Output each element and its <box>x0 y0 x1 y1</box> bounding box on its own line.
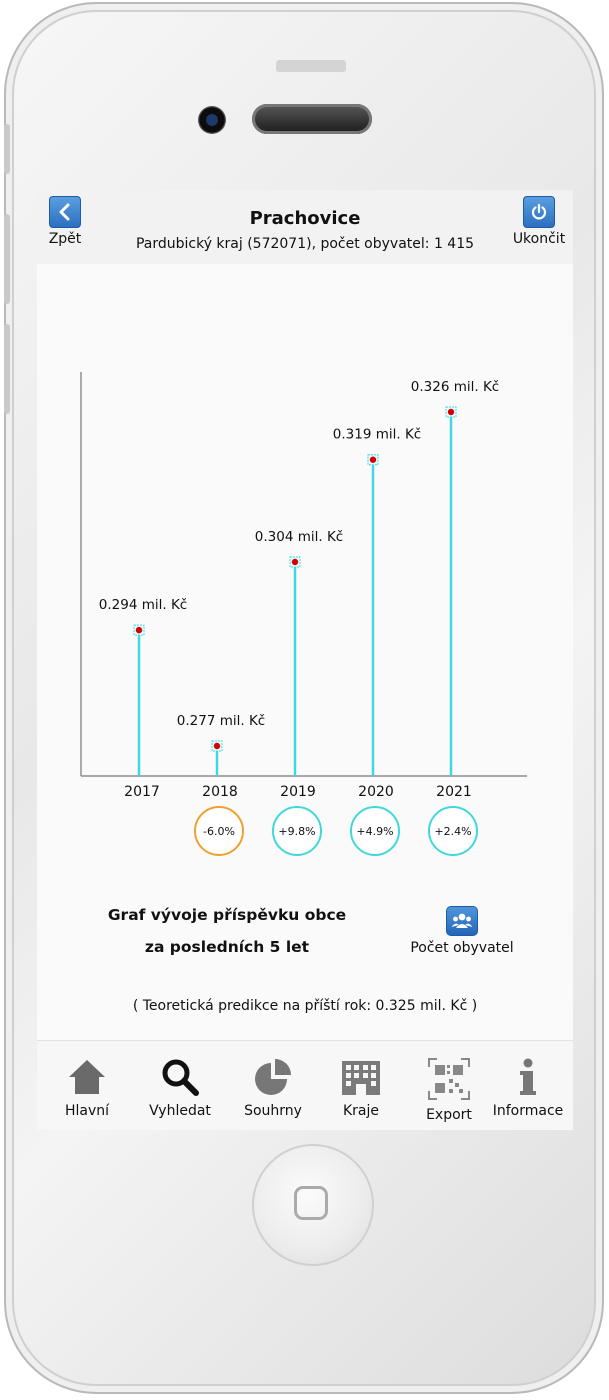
data-point[interactable] <box>370 457 376 463</box>
change-badge: +9.8% <box>272 806 322 856</box>
population-button[interactable] <box>402 906 522 956</box>
change-badge: +2.4% <box>428 806 478 856</box>
x-tick-label: 2017 <box>124 784 160 800</box>
x-tick-label: 2019 <box>280 784 316 800</box>
nav-label: Hlavní <box>64 1103 110 1119</box>
data-value-label: 0.294 mil. Kč <box>98 597 188 614</box>
info-icon <box>508 1057 548 1097</box>
volume-up-button <box>4 214 10 304</box>
nav-item-export[interactable] <box>404 1057 494 1123</box>
front-camera <box>198 106 226 134</box>
x-tick-label: 2021 <box>436 784 472 800</box>
users-icon <box>446 906 478 936</box>
data-value-label: 0.326 mil. Kč <box>410 379 500 395</box>
page-subtitle: Pardubický kraj (572071), počet obyvatel: 1 415 <box>135 236 475 252</box>
contribution-chart <box>37 264 573 804</box>
change-badge: -6.0% <box>194 806 244 856</box>
nav-item-souhrny[interactable] <box>228 1057 318 1119</box>
app-header <box>37 190 573 264</box>
mute-switch <box>4 124 10 174</box>
data-point[interactable] <box>214 743 220 749</box>
app-screen <box>37 190 573 1130</box>
volume-down-button <box>4 324 10 414</box>
home-button[interactable] <box>252 1144 374 1266</box>
earpiece <box>252 104 372 134</box>
nav-label: Informace <box>492 1103 564 1119</box>
data-point[interactable] <box>136 627 142 633</box>
home-icon <box>67 1057 107 1097</box>
exit-button[interactable] <box>509 196 569 247</box>
graph-title-line2: za posledních 5 let <box>144 938 310 956</box>
pie-chart-icon <box>253 1057 293 1097</box>
nav-item-kraje[interactable] <box>316 1057 406 1119</box>
population-button-label: Počet obyvatel <box>410 940 514 956</box>
nav-label: Vyhledat <box>149 1103 211 1119</box>
power-icon <box>523 196 555 228</box>
nav-item-vyhledat[interactable] <box>135 1057 225 1119</box>
nav-item-hlavni[interactable] <box>42 1057 132 1119</box>
nav-label: Export <box>426 1107 472 1123</box>
exit-label: Ukončit <box>512 231 566 247</box>
top-speaker <box>276 60 346 72</box>
data-point[interactable] <box>448 409 454 415</box>
home-button-square-icon <box>294 1186 328 1220</box>
change-badge: +4.9% <box>350 806 400 856</box>
nav-label: Kraje <box>342 1103 380 1119</box>
prediction-text: ( Teoretická predikce na příští rok: 0.325 mil. Kč ) <box>132 998 478 1014</box>
page-title: Prachovice <box>249 208 361 229</box>
nav-label: Souhrny <box>244 1103 302 1119</box>
x-tick-label: 2018 <box>202 784 238 800</box>
bottom-nav <box>37 1040 573 1130</box>
graph-title-line1: Graf vývoje příspěvku obce <box>107 906 347 924</box>
nav-item-informace[interactable] <box>483 1057 573 1119</box>
data-value-label: 0.304 mil. Kč <box>254 528 344 545</box>
building-icon <box>338 1057 384 1097</box>
search-icon <box>160 1057 200 1097</box>
data-value-label: 0.319 mil. Kč <box>332 426 422 443</box>
data-value-label: 0.277 mil. Kč <box>176 713 266 729</box>
x-tick-label: 2020 <box>358 784 394 800</box>
back-label: Zpět <box>48 231 82 247</box>
data-point[interactable] <box>292 559 298 565</box>
qr-code-icon <box>427 1057 471 1101</box>
